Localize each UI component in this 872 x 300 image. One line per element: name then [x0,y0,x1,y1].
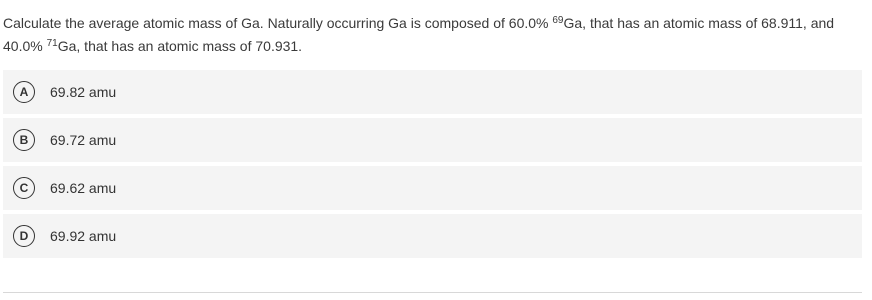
question-part-3: Ga, that has an atomic mass of 70.931. [57,38,303,54]
option-text: 69.92 amu [50,228,117,244]
option-letter-badge: D [13,225,35,247]
question-part-1: Calculate the average atomic mass of Ga. Naturally occurring Ga is composed of 60.0% [3,15,553,31]
question-text [3,12,867,58]
option-letter-badge: B [13,129,35,151]
option-letter-badge: A [13,81,35,103]
isotope-71-superscript: 71 [46,38,58,49]
answer-option-b[interactable] [3,118,862,162]
answer-option-a[interactable] [3,70,862,114]
option-text: 69.62 amu [50,180,117,196]
question-part-2: Ga, that has an atomic mass of 68.911, and 40.0% [3,15,835,54]
bottom-divider [3,292,862,293]
option-text: 69.72 amu [50,132,117,148]
answer-options [3,70,862,262]
answer-option-d[interactable] [3,214,862,258]
option-letter-badge: C [13,177,35,199]
answer-option-c[interactable] [3,166,862,210]
isotope-69-superscript: 69 [552,15,564,26]
option-text: 69.82 amu [50,84,117,100]
